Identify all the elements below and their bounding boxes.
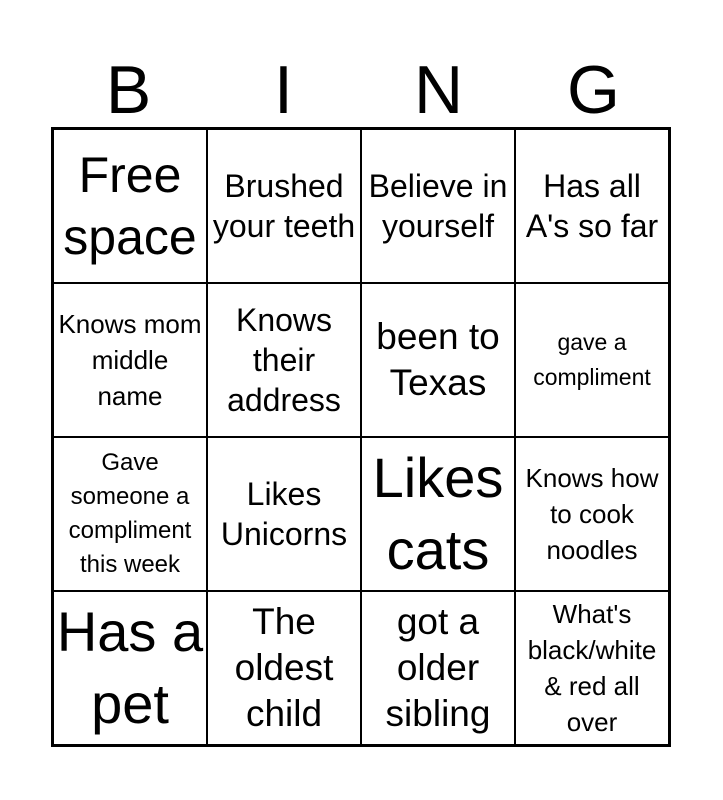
bingo-cell <box>207 591 361 745</box>
cell-text: Has all A's so far <box>525 168 659 244</box>
cell-text: What's black/white & red all over <box>527 599 657 737</box>
bingo-cell <box>53 129 207 283</box>
cell-text: got a older sibling <box>385 601 491 734</box>
bingo-cell <box>361 591 515 745</box>
bingo-cell <box>361 437 515 591</box>
bingo-cell <box>207 283 361 437</box>
cell-text: Believe in yourself <box>368 168 508 244</box>
cell-text: The oldest child <box>234 601 334 734</box>
bingo-cell <box>53 283 207 437</box>
cell-text: Knows their address <box>227 302 341 418</box>
cell-text: Likes Unicorns <box>220 476 348 552</box>
cell-text: Free space <box>63 147 197 265</box>
bingo-header <box>51 52 671 128</box>
cell-text: been to Texas <box>376 316 500 403</box>
bingo-cell <box>53 437 207 591</box>
cell-text: Gave someone a compliment this week <box>68 449 192 578</box>
bingo-cell <box>515 437 669 591</box>
cell-text: Likes cats <box>372 446 504 581</box>
header-letter-b: B <box>105 52 152 128</box>
cell-text: Has a pet <box>56 600 204 735</box>
cell-text: Knows how to cook noodles <box>525 463 659 565</box>
cell-text: Knows mom middle name <box>58 309 202 411</box>
bingo-cell <box>207 437 361 591</box>
bingo-cell <box>207 129 361 283</box>
bingo-card <box>51 127 671 747</box>
bingo-cell <box>515 591 669 745</box>
bingo-cell <box>361 283 515 437</box>
bingo-cell <box>53 591 207 745</box>
header-letter-i: I <box>274 52 293 128</box>
bingo-cell <box>361 129 515 283</box>
bingo-cell <box>515 283 669 437</box>
header-letter-g: G <box>567 52 620 128</box>
cell-text: Brushed your teeth <box>212 168 356 244</box>
header-letter-n: N <box>413 52 464 128</box>
bingo-cell <box>515 129 669 283</box>
cell-text: gave a compliment <box>533 329 651 390</box>
